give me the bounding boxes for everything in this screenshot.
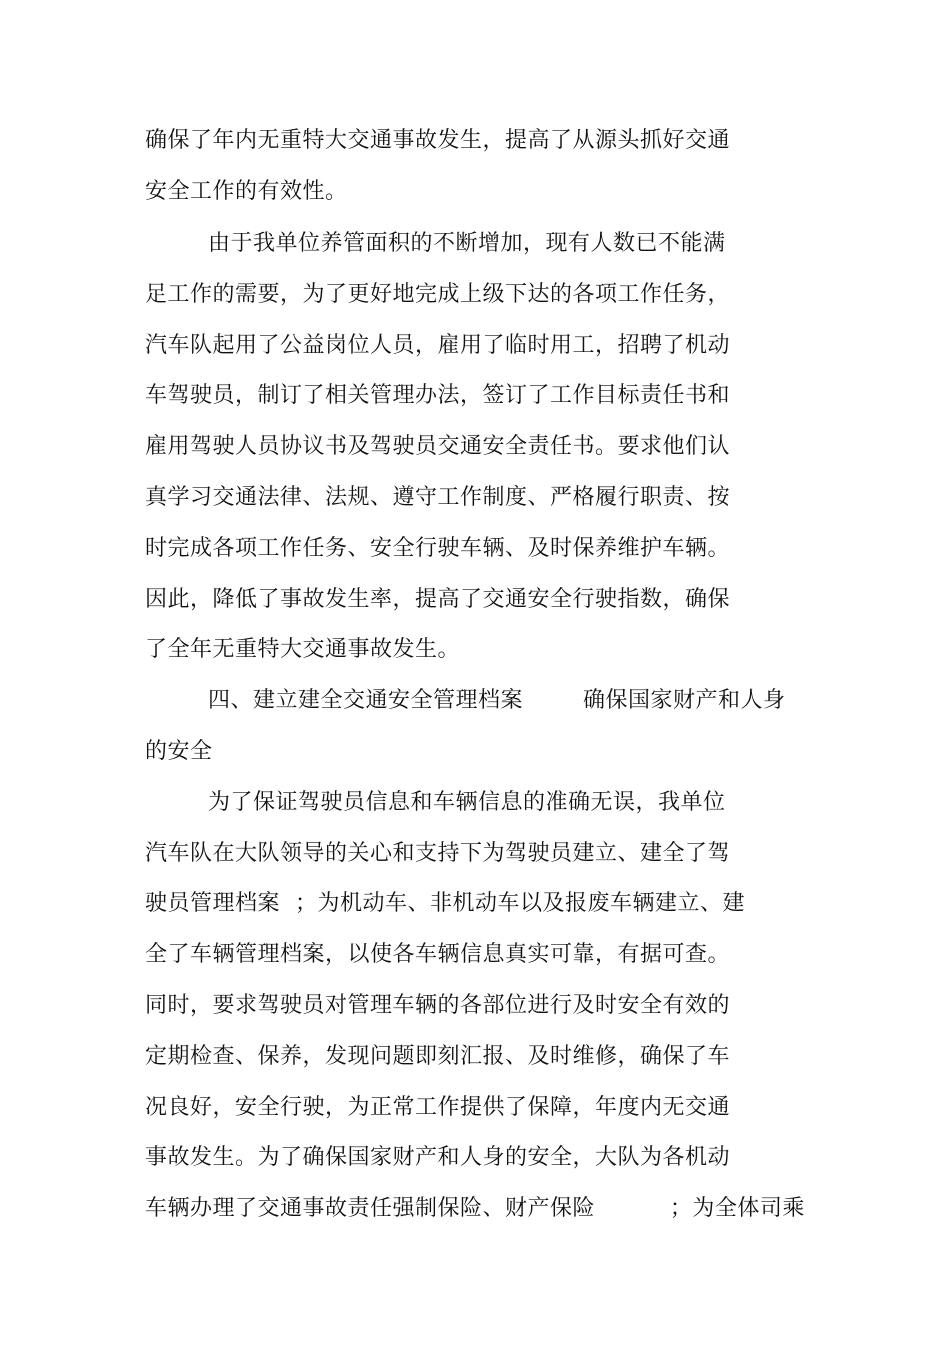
paragraph-line: 安全工作的有效性。 [145, 179, 348, 204]
paragraph-line: 足工作的需要，为了更好地完成上级下达的各项工作任务， [145, 282, 731, 307]
paragraph-line: 定期检查、保养，发现问题即刻汇报、及时维修，确保了车 [145, 1044, 731, 1069]
paragraph-line: 驶员管理档案 ；为机动车、非机动车以及报废车辆建立、建 [145, 891, 745, 916]
paragraph-line: 由于我单位养管面积的不断增加，现有人数已不能满 [208, 231, 726, 256]
paragraph-line: 车驾驶员，制订了相关管理办法，签订了工作目标责任书和 [145, 383, 731, 408]
section-heading: 四、建立建全交通安全管理档案 确保国家财产和人身 [208, 688, 786, 713]
paragraph-line: 况良好，安全行驶，为正常工作提供了保障，年度内无交通 [145, 1095, 731, 1120]
paragraph-line: 雇用驾驶人员协议书及驾驶员交通安全责任书。要求他们认 [145, 434, 731, 459]
paragraph-line: 汽车队起用了公益岗位人员，雇用了临时用工，招聘了机动 [145, 333, 731, 358]
paragraph-line: 因此，降低了事故发生率，提高了交通安全行驶指数，确保 [145, 587, 731, 612]
paragraph-line: 车辆办理了交通事故责任强制保险、财产保险 ；为全体司乘 [145, 1196, 805, 1221]
paragraph-line: 同时，要求驾驶员对管理车辆的各部位进行及时安全有效的 [145, 993, 731, 1018]
paragraph-line: 了全年无重特大交通事故发生。 [145, 637, 461, 662]
paragraph-line: 汽车队在大队领导的关心和支持下为驾驶员建立、建全了驾 [145, 841, 731, 866]
paragraph-line: 真学习交通法律、法规、遵守工作制度、严格履行职责、按 [145, 485, 731, 510]
paragraph-line: 事故发生。为了确保国家财产和人身的安全，大队为各机动 [145, 1145, 731, 1170]
paragraph-line: 时完成各项工作任务、安全行驶车辆、及时保养维护车辆。 [145, 536, 731, 561]
paragraph-line: 确保了年内无重特大交通事故发生，提高了从源头抓好交通 [145, 128, 731, 153]
paragraph-line: 为了保证驾驶员信息和车辆信息的准确无误，我单位 [208, 790, 726, 815]
section-heading-continuation: 的安全 [145, 739, 213, 764]
paragraph-line: 全了车辆管理档案，以使各车辆信息真实可靠，有据可查。 [145, 942, 731, 967]
